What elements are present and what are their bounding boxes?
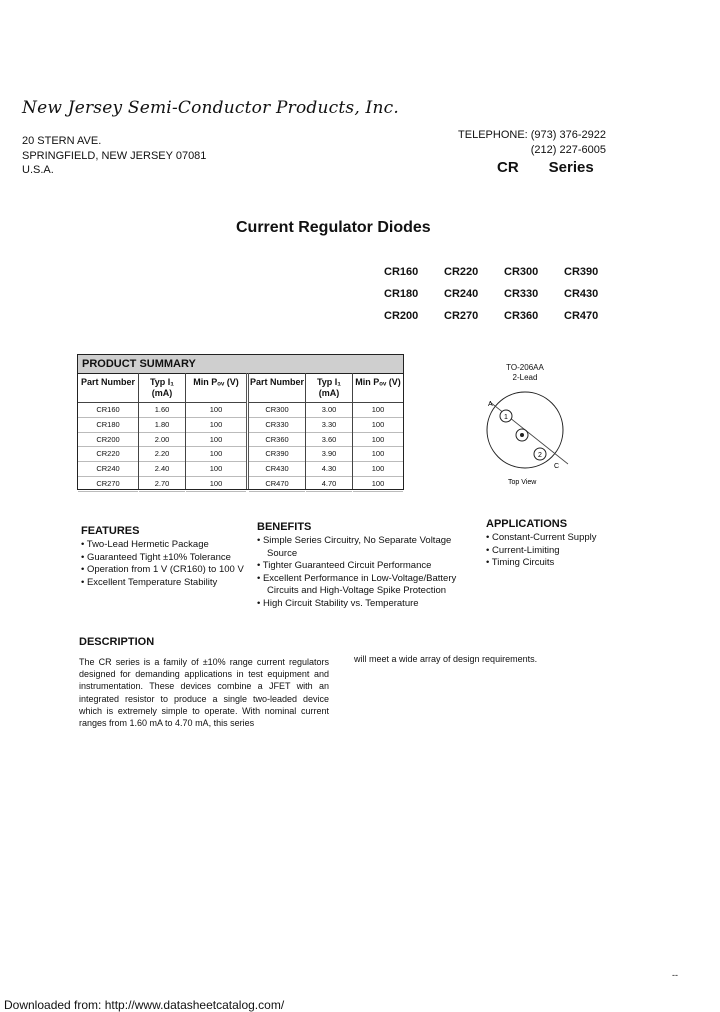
- part-number: CR390: [564, 266, 599, 278]
- table-cell: 100: [186, 447, 246, 462]
- company-logo-text: New Jersey Semi-Conductor Products, Inc.: [22, 98, 399, 118]
- column-header: Min Pₒᵥ (V): [186, 373, 246, 403]
- part-number: CR470: [564, 310, 599, 322]
- list-item: • Tighter Guaranteed Circuit Performance: [257, 560, 432, 571]
- table-cell: 100: [186, 433, 246, 448]
- table-cell: CR360: [249, 433, 305, 448]
- column-header: Typ I₁ (mA): [306, 373, 352, 403]
- package-diagram: [478, 382, 588, 492]
- pin-a-label: A: [488, 401, 493, 408]
- download-footer: Downloaded from: http://www.datasheetcatalog.com/: [4, 998, 285, 1012]
- product-summary-title: PRODUCT SUMMARY: [78, 355, 403, 374]
- table-cell: CR270: [78, 477, 138, 492]
- list-item: • Constant-Current Supply: [486, 532, 597, 543]
- table-cell: CR160: [78, 403, 138, 418]
- summary-left-half: [78, 373, 249, 489]
- package-tab-dot: [520, 433, 524, 437]
- table-cell: 3.30: [306, 418, 352, 433]
- part-number: CR200: [384, 310, 419, 322]
- top-view-label: Top View: [508, 479, 537, 486]
- table-cell: CR220: [78, 447, 138, 462]
- part-number: CR180: [384, 288, 419, 300]
- table-cell: CR330: [249, 418, 305, 433]
- column-typ-current: [306, 373, 353, 489]
- table-cell: 3.60: [306, 433, 352, 448]
- table-cell: 100: [186, 418, 246, 433]
- list-item: • Excellent Temperature Stability: [81, 576, 218, 588]
- column-part: [78, 373, 139, 489]
- table-cell: 1.80: [139, 418, 185, 433]
- pin-2-number: 2: [538, 452, 542, 459]
- applications-list: [486, 532, 636, 570]
- features-list: [81, 539, 261, 589]
- table-cell: 2.40: [139, 462, 185, 477]
- table-cell: CR240: [78, 462, 138, 477]
- features-heading: FEATURES: [81, 525, 140, 537]
- table-cell: 100: [186, 403, 246, 418]
- table-cell: 2.20: [139, 447, 185, 462]
- part-number: CR270: [444, 310, 479, 322]
- column-min-voltage: [186, 373, 246, 489]
- column-header: Min Pₒᵥ (V): [353, 373, 403, 403]
- telephone-line: TELEPHONE: (973) 376-2922: [458, 129, 606, 141]
- product-summary-table: [77, 354, 404, 490]
- list-item: • Timing Circuits: [486, 557, 555, 568]
- description-column-1: The CR series is a family of ±10% range current regulators designed for demanding applications in test equipment and instrumentation. These devices combine a JFET with an integrated resistor to produce a single two-leaded device which is extremely simple to operate. With nominal current ranges from 1.60 mA to 4.70 mA, this series: [79, 657, 329, 729]
- table-cell: 100: [353, 477, 403, 492]
- applications-section: [486, 518, 636, 570]
- table-cell: CR200: [78, 433, 138, 448]
- table-cell: 3.90: [306, 447, 352, 462]
- table-cell: 100: [353, 433, 403, 448]
- summary-right-half: [249, 373, 403, 489]
- benefits-section: [257, 521, 467, 610]
- part-number: CR160: [384, 266, 419, 278]
- pin-c-label: C: [554, 463, 560, 470]
- list-item: • Excellent Performance in Low-Voltage/Battery Circuits and High-Voltage Spike Protection: [257, 572, 457, 596]
- address-line: 20 STERN AVE.: [22, 135, 102, 147]
- table-cell: 100: [353, 403, 403, 418]
- pin-1-number: 1: [504, 414, 508, 421]
- list-item: • Current-Limiting: [486, 544, 560, 556]
- address-line: SPRINGFIELD, NEW JERSEY 07081: [22, 149, 207, 162]
- telephone-block: [456, 128, 606, 157]
- list-item: • Two-Lead Hermetic Package: [81, 539, 209, 550]
- table-cell: CR390: [249, 447, 305, 462]
- list-item: • Operation from 1 V (CR160) to 100 V: [81, 564, 244, 575]
- telephone-line: (212) 227-6005: [530, 143, 606, 156]
- table-cell: 100: [186, 462, 246, 477]
- part-number: CR300: [504, 266, 539, 278]
- part-number: CR430: [564, 288, 599, 300]
- page-title: Current Regulator Diodes: [236, 219, 431, 236]
- corner-mark: --: [672, 970, 678, 980]
- applications-heading: APPLICATIONS: [486, 518, 568, 530]
- part-number: CR240: [444, 288, 479, 300]
- part-number: CR360: [504, 310, 539, 322]
- address-line: U.S.A.: [22, 164, 54, 176]
- part-number: CR220: [444, 266, 479, 278]
- column-header: Part Number: [78, 373, 138, 403]
- table-cell: 100: [186, 477, 246, 492]
- series-prefix: CR: [497, 159, 519, 176]
- table-cell: 100: [353, 447, 403, 462]
- company-address: [22, 134, 206, 178]
- column-typ-current: [139, 373, 186, 489]
- list-item: • Simple Series Circuitry, No Separate Voltage Source: [257, 535, 452, 559]
- table-cell: CR180: [78, 418, 138, 433]
- benefits-heading: BENEFITS: [257, 521, 312, 533]
- table-cell: 3.00: [306, 403, 352, 418]
- series-label: [497, 159, 594, 176]
- package-label: TO-206AA 2-Lead: [506, 363, 544, 382]
- description-column-2: will meet a wide array of design requirements.: [354, 654, 538, 664]
- table-cell: CR430: [249, 462, 305, 477]
- table-cell: 4.30: [306, 462, 352, 477]
- benefits-list: [257, 535, 467, 610]
- table-cell: 100: [353, 462, 403, 477]
- table-cell: 2.00: [139, 433, 185, 448]
- table-cell: 2.70: [139, 477, 185, 492]
- part-number: CR330: [504, 288, 539, 300]
- series-word: Series: [548, 159, 594, 176]
- table-cell: CR300: [249, 403, 305, 418]
- column-part: [249, 373, 306, 489]
- column-header: Part Number: [249, 373, 305, 403]
- features-section: [81, 525, 261, 589]
- list-item: • Guaranteed Tight ±10% Tolerance: [81, 551, 231, 563]
- list-item: • High Circuit Stability vs. Temperature: [257, 597, 419, 609]
- column-min-voltage: [353, 373, 403, 489]
- part-number-grid: [384, 266, 624, 322]
- table-cell: 100: [353, 418, 403, 433]
- table-cell: 1.60: [139, 403, 185, 418]
- table-cell: CR470: [249, 477, 305, 492]
- table-cell: 4.70: [306, 477, 352, 492]
- column-header: Typ I₁ (mA): [139, 373, 185, 403]
- description-heading: DESCRIPTION: [79, 636, 155, 648]
